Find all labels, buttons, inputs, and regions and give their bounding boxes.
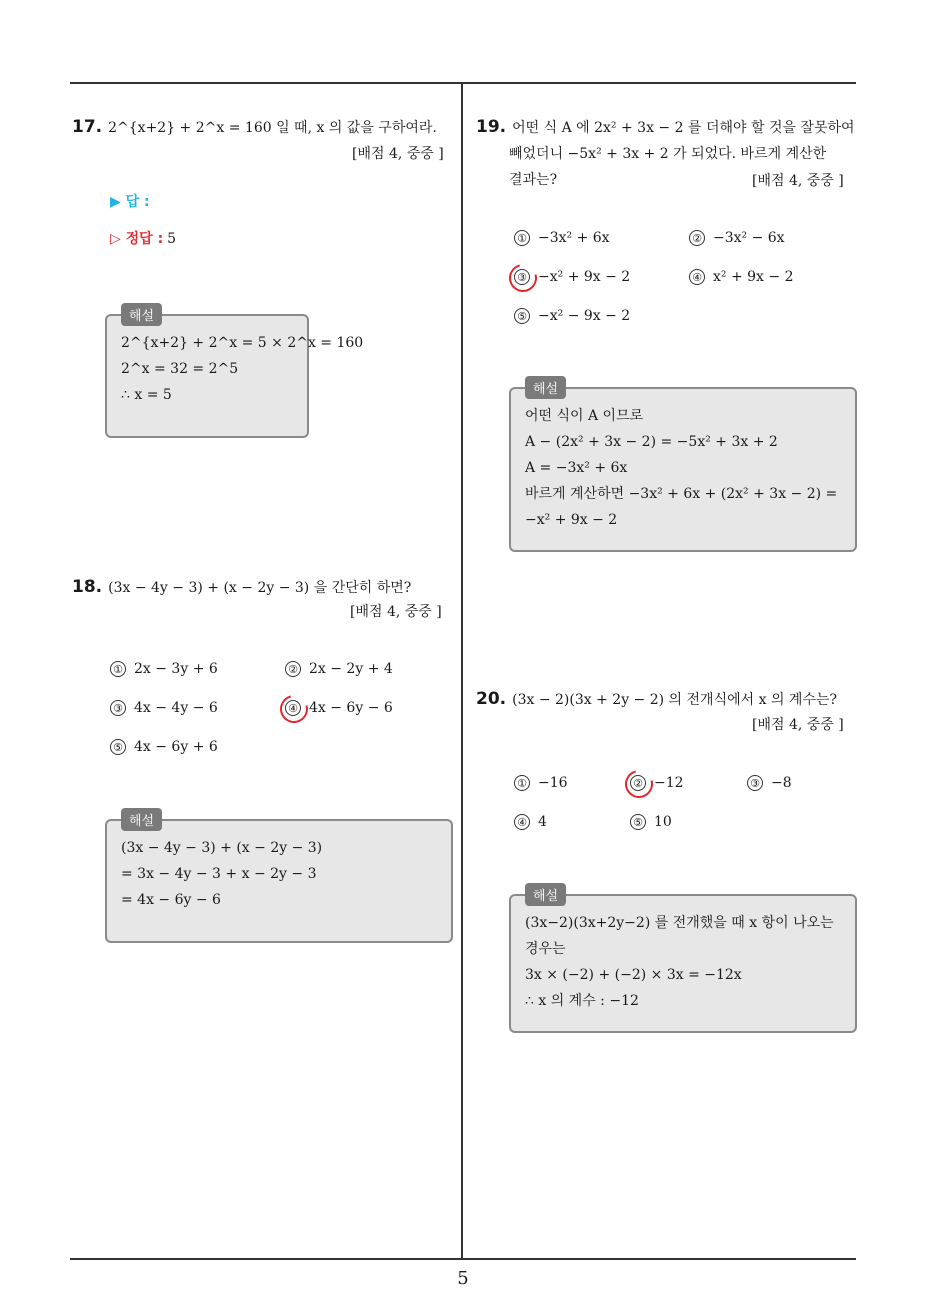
choice-number-icon: ⑤ <box>630 814 646 830</box>
choice-text: x² + 9x − 2 <box>713 269 794 285</box>
answer-label-17: ▶ 답 : <box>110 194 150 210</box>
selected-choice-icon: ④ <box>285 700 301 716</box>
choice-19-5[interactable] <box>514 305 630 327</box>
solution-line: 3x × (−2) + (−2) × 3x = −12x <box>525 967 742 983</box>
choice-19-1[interactable] <box>514 227 610 249</box>
solution-line: ∴ x = 5 <box>121 387 172 403</box>
question-text: (3x − 4y − 3) + (x − 2y − 3) 을 간단히 하면? <box>108 580 412 596</box>
solution-box-19 <box>509 382 857 552</box>
choice-20-2[interactable] <box>630 772 684 794</box>
solution-line: ∴ x 의 계수 : −12 <box>525 993 639 1009</box>
selected-choice-icon: ③ <box>514 269 530 285</box>
choice-text: −8 <box>771 775 792 791</box>
correct-value: 5 <box>167 231 177 247</box>
choice-text: −3x² + 6x <box>538 230 610 246</box>
solution-line: −x² + 9x − 2 <box>525 512 618 528</box>
solution-line: = 3x − 4y − 3 + x − 2y − 3 <box>121 866 317 882</box>
choice-text: 2x − 3y + 6 <box>134 661 218 677</box>
column-divider <box>461 84 463 1258</box>
choice-18-2[interactable] <box>285 658 393 680</box>
choice-text: 4 <box>538 814 547 830</box>
solution-line: A − (2x² + 3x − 2) = −5x² + 3x + 2 <box>525 434 778 450</box>
choice-text: 2x − 2y + 4 <box>309 661 393 677</box>
choice-number-icon: ③ <box>110 700 126 716</box>
score-17: [배점 4, 중중 ] <box>352 146 444 162</box>
problem-number: 18. <box>72 577 103 597</box>
solution-tag: 해설 <box>121 808 162 831</box>
choice-number-icon: ① <box>514 230 530 246</box>
solution-line: (3x−2)(3x+2y−2) 를 전개했을 때 x 항이 나오는 <box>525 915 834 931</box>
correct-answer-17 <box>110 228 176 248</box>
choice-number-icon: ⑤ <box>110 739 126 755</box>
problem-20 <box>476 686 837 713</box>
solution-box-17 <box>105 309 364 438</box>
question-text: 결과는? <box>509 172 558 188</box>
solution-line: 경우는 <box>525 941 566 957</box>
choice-text: −3x² − 6x <box>713 230 785 246</box>
choice-19-4[interactable] <box>689 266 793 288</box>
score-20: [배점 4, 중중 ] <box>752 717 844 733</box>
solution-line: (3x − 4y − 3) + (x − 2y − 3) <box>121 840 323 856</box>
solution-tag: 해설 <box>121 303 162 326</box>
choice-number-icon: ① <box>110 661 126 677</box>
choice-number-icon: ④ <box>689 269 705 285</box>
problem-17 <box>72 114 437 141</box>
choice-18-3[interactable] <box>110 697 218 719</box>
problem-18 <box>72 574 411 601</box>
solution-line: 어떤 식이 A 이므로 <box>525 408 644 424</box>
solution-line: 2^{x+2} + 2^x = 5 × 2^x = 160 <box>121 335 364 351</box>
choice-18-1[interactable] <box>110 658 218 680</box>
page-number: 5 <box>457 1268 469 1289</box>
choice-20-3[interactable] <box>747 772 792 794</box>
choice-number-icon: ② <box>285 661 301 677</box>
choice-20-1[interactable] <box>514 772 568 794</box>
problem-number: 19. <box>476 117 507 137</box>
score-18: [배점 4, 중중 ] <box>350 604 442 620</box>
choice-number-icon: ③ <box>747 775 763 791</box>
choice-text: −x² − 9x − 2 <box>538 308 631 324</box>
selected-choice-icon: ② <box>630 775 646 791</box>
choice-text: −x² + 9x − 2 <box>538 269 631 285</box>
question-text: (3x − 2)(3x + 2y − 2) 의 전개식에서 x 의 계수는? <box>512 692 837 708</box>
correct-label: ▷ 정답 : <box>110 231 164 247</box>
choice-text: 10 <box>654 814 672 830</box>
choice-number-icon: ② <box>689 230 705 246</box>
solution-box-18 <box>105 814 453 943</box>
bottom-rule <box>70 1258 856 1260</box>
question-text: 2^{x+2} + 2^x = 160 일 때, x 의 값을 구하여라. <box>108 120 437 136</box>
choice-text: −16 <box>538 775 568 791</box>
choice-number-icon: ① <box>514 775 530 791</box>
question-text: 빼었더니 −5x² + 3x + 2 가 되었다. 바르게 계산한 <box>509 146 827 162</box>
choice-text: −12 <box>654 775 684 791</box>
solution-tag: 해설 <box>525 376 566 399</box>
choice-text: 4x − 6y + 6 <box>134 739 218 755</box>
problem-number: 17. <box>72 117 103 137</box>
top-rule <box>70 82 856 84</box>
choice-text: 4x − 6y − 6 <box>309 700 393 716</box>
solution-box-20 <box>509 889 857 1033</box>
score-19: [배점 4, 중중 ] <box>752 173 844 189</box>
solution-line: 바르게 계산하면 −3x² + 6x + (2x² + 3x − 2) = <box>525 486 838 502</box>
solution-line: = 4x − 6y − 6 <box>121 892 221 908</box>
choice-text: 4x − 4y − 6 <box>134 700 218 716</box>
problem-number: 20. <box>476 689 507 709</box>
choice-number-icon: ⑤ <box>514 308 530 324</box>
choice-18-5[interactable] <box>110 736 218 758</box>
choice-19-2[interactable] <box>689 227 785 249</box>
choice-19-3[interactable] <box>514 266 630 288</box>
solution-line: A = −3x² + 6x <box>525 460 628 476</box>
choice-number-icon: ④ <box>514 814 530 830</box>
choice-20-4[interactable] <box>514 811 547 833</box>
question-text: 어떤 식 A 에 2x² + 3x − 2 를 더해야 할 것을 잘못하여 <box>512 120 855 136</box>
solution-line: 2^x = 32 = 2^5 <box>121 361 239 377</box>
solution-tag: 해설 <box>525 883 566 906</box>
choice-18-4[interactable] <box>285 697 393 719</box>
choice-20-5[interactable] <box>630 811 672 833</box>
